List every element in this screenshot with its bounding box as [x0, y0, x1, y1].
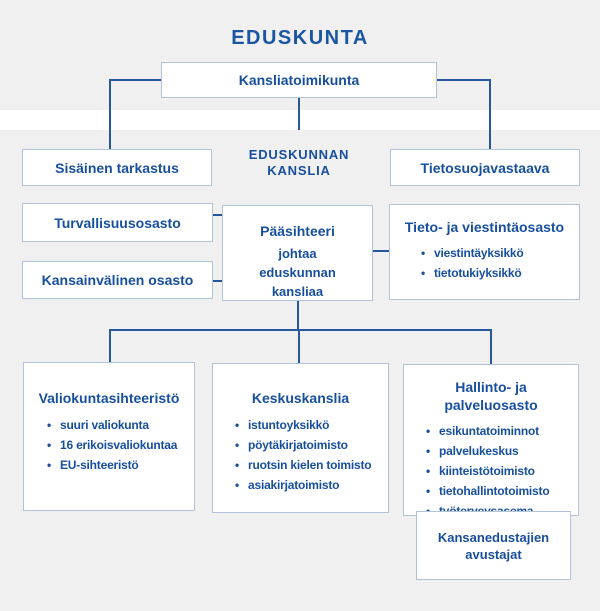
connector — [437, 79, 490, 81]
bullet-item: • istuntoyksikkö — [235, 415, 388, 435]
connector — [109, 79, 111, 149]
white-band — [0, 110, 600, 130]
bullet-item: • palvelukeskus — [426, 441, 578, 461]
org-box-label: Tietosuojavastaava — [420, 159, 550, 176]
org-box-label — [438, 529, 549, 563]
bullet-item: • esikuntatoiminnot — [426, 421, 578, 441]
label-line: johtaa — [278, 246, 317, 261]
org-box-turvallisuusosasto — [22, 203, 213, 242]
connector — [110, 79, 161, 81]
org-box-title: Pääsihteeri — [260, 223, 335, 239]
connector — [373, 250, 389, 252]
connector — [490, 331, 492, 364]
org-box-subtitle — [223, 244, 372, 301]
label-line: kansliaa — [271, 284, 324, 299]
bullet-item: • tietotukiyksikkö — [421, 263, 579, 283]
bullet-item: • pöytäkirjatoimisto — [235, 435, 388, 455]
connector — [213, 280, 222, 282]
org-box-kansanedustajien-avustajat — [416, 511, 571, 580]
org-box-label: Kansliatoimikunta — [238, 72, 360, 88]
bullet-item: • EU-sihteeristö — [47, 455, 194, 475]
bullet-item: • asiakirjatoimisto — [235, 475, 388, 495]
connector — [109, 329, 492, 331]
org-box-sisainen-tarkastus — [22, 149, 212, 186]
org-box-paasihteeri — [222, 205, 373, 301]
label-line: eduskunnan — [259, 265, 336, 280]
org-box-kansainvalinen-osasto — [22, 261, 213, 299]
title-line: palveluosasto — [444, 397, 538, 413]
title-line: Hallinto- ja — [455, 379, 527, 395]
label-line: avustajat — [465, 546, 522, 562]
org-box-title: Valiokuntasihteeristö — [38, 390, 180, 406]
org-box-keskuskanslia — [212, 363, 389, 513]
org-box-label: Kansainvälinen osasto — [41, 272, 194, 288]
bullet-item: • kiinteistötoimisto — [426, 461, 578, 481]
label-line: Kansanedustajien — [437, 529, 550, 545]
connector — [109, 331, 111, 362]
bullet-list — [213, 415, 388, 495]
org-box-title: Keskuskanslia — [251, 390, 350, 406]
connector — [489, 79, 491, 149]
eduskunnan-kanslia-label — [199, 147, 399, 179]
org-box-label: Turvallisuusosasto — [54, 214, 181, 231]
org-box-title — [404, 378, 578, 414]
org-box-title: Tieto- ja viestintäosasto — [404, 219, 565, 235]
bullet-item: • tietohallintotoimisto — [426, 481, 578, 501]
org-box-kansliatoimikunta — [161, 62, 437, 98]
bullet-list — [404, 421, 578, 521]
connector — [298, 331, 300, 363]
org-box-label: Sisäinen tarkastus — [55, 159, 179, 176]
connector — [298, 98, 300, 130]
bullet-item: • viestintäyksikkö — [421, 243, 579, 263]
bullet-item: • 16 erikoisvaliokuntaa — [47, 435, 194, 455]
bullet-list — [390, 243, 579, 283]
org-box-valiokuntasihteeristo — [23, 362, 195, 511]
connector — [213, 214, 222, 216]
bullet-list — [24, 415, 194, 475]
label-line: EDUSKUNNAN — [248, 147, 350, 162]
org-box-hallinto-ja-palveluosasto — [403, 364, 579, 516]
bullet-item: • ruotsin kielen toimisto — [235, 455, 388, 475]
label-line: KANSLIA — [267, 163, 331, 178]
page-title: EDUSKUNTA — [231, 27, 369, 49]
connector — [297, 301, 299, 329]
bullet-item: • suuri valiokunta — [47, 415, 194, 435]
org-box-tietosuojavastaava — [390, 149, 580, 186]
org-box-tieto-ja-viestintaosasto — [389, 204, 580, 300]
